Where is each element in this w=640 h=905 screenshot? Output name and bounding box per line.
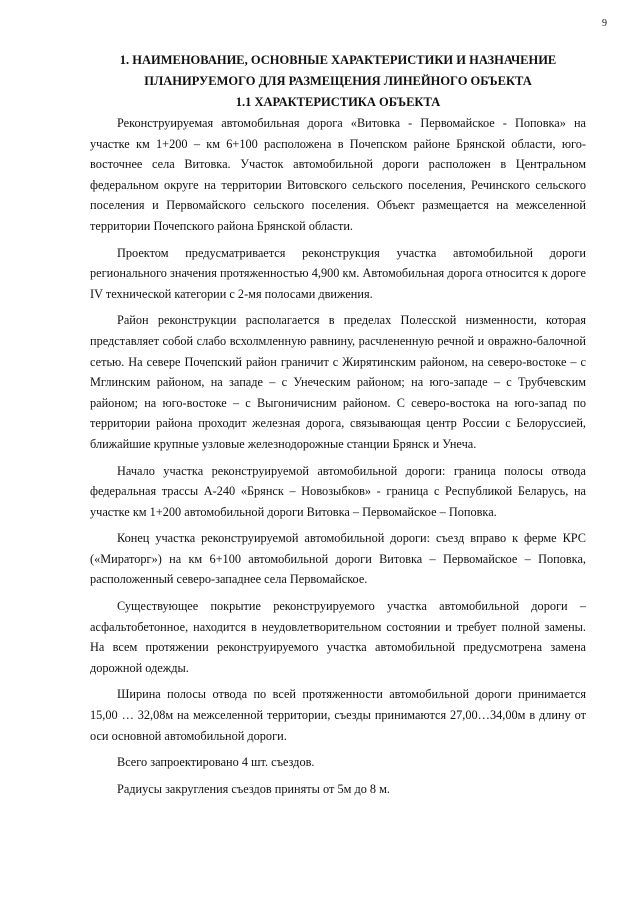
document-body (90, 50, 586, 805)
paragraph-right-of-way-width: Ширина полосы отвода по всей протяженности автомобильной дороги принимается 15,00 … 32,08м на межселенной территории, съезды принимаются 27,00…34,00м в длину от оси основной автомобильной дороги. (90, 687, 586, 743)
paragraph-existing-pavement: Существующее покрытие реконструируемого участка автомобильной дороги – асфальтобетонное, находится в неудовлетворительном состоянии и требует полной замены. На всем протяжении реконструируемого участка автомобильной предусмотрена замена дорожной одежды. (90, 599, 586, 675)
page-number: 9 (602, 18, 607, 29)
section-heading-line-2: ПЛАНИРУЕМОГО ДЛЯ РАЗМЕЩЕНИЯ ЛИНЕЙНОГО ОБЪЕКТА (144, 74, 532, 88)
paragraph-section-start: Начало участка реконструируемой автомобильной дороги: граница полосы отвода федеральная трассы А-240 «Брянск – Новозыбков» - граница с Республикой Беларусь, на участке км 1+200 автомобильной дороги Витовка – Первомайское – Поповка. (90, 463, 586, 519)
subsection-heading: 1.1 ХАРАКТЕРИСТИКА ОБЪЕКТА (235, 95, 441, 109)
paragraph-region-description: Район реконструкции располагается в пределах Полесской низменности, которая представляет собой слабо всхолмленную равнину, расчлененную речной и овражно-балочной сетью. На севере Почепский район граничит с Жирятинским районом, на северо-востоке – с Мглинским районом, на западе – с Унеческим районом; на юго-западе – с Трубчевским районом; на юго-востоке – с Выгоничисним районом. С северо-востока на юго-запад по территории района проходит железная дорога, связывающая центр России с Белоруссией, ближайшие крупные узловые железнодорожные станции Брянск и Унеча. (90, 313, 586, 451)
section-heading-line-1: 1. НАИМЕНОВАНИЕ, ОСНОВНЫЕ ХАРАКТЕРИСТИКИ И НАЗНАЧЕНИЕ (119, 53, 557, 67)
paragraph-section-end: Конец участка реконструируемой автомобильной дороги: съезд вправо к ферме КРС («Мираторг») на км 6+100 автомобильной дороги Витовка – Первомайское – Поповка, расположенный северо-западнее села Первомайское. (90, 531, 586, 587)
paragraph-exits-count: Всего запроектировано 4 шт. съездов. (117, 755, 315, 770)
paragraph-project-scope: Проектом предусматривается реконструкция участка автомобильной дороги регионального значения протяженностью 4,900 км. Автомобильная дорога относится к дороге IV технической категории с 2-мя полосами движения. (90, 245, 586, 301)
paragraph-location: Реконструируемая автомобильная дорога «Витовка - Первомайское - Поповка» на участке км 1+200 – км 6+100 расположена в Почепском районе Брянской области, юго-восточнее села Витовка. Участок автомобильной дороги расположен в Центральном федеральном округе на территории Витовского сельского поселения, Речинского сельского поселения и Первомайского сельского поселения. Объект размещается на межселенной территории Почепского района Брянской области. (90, 116, 586, 233)
paragraph-curve-radii: Радиусы закругления съездов приняты от 5м до 8 м. (117, 781, 391, 796)
